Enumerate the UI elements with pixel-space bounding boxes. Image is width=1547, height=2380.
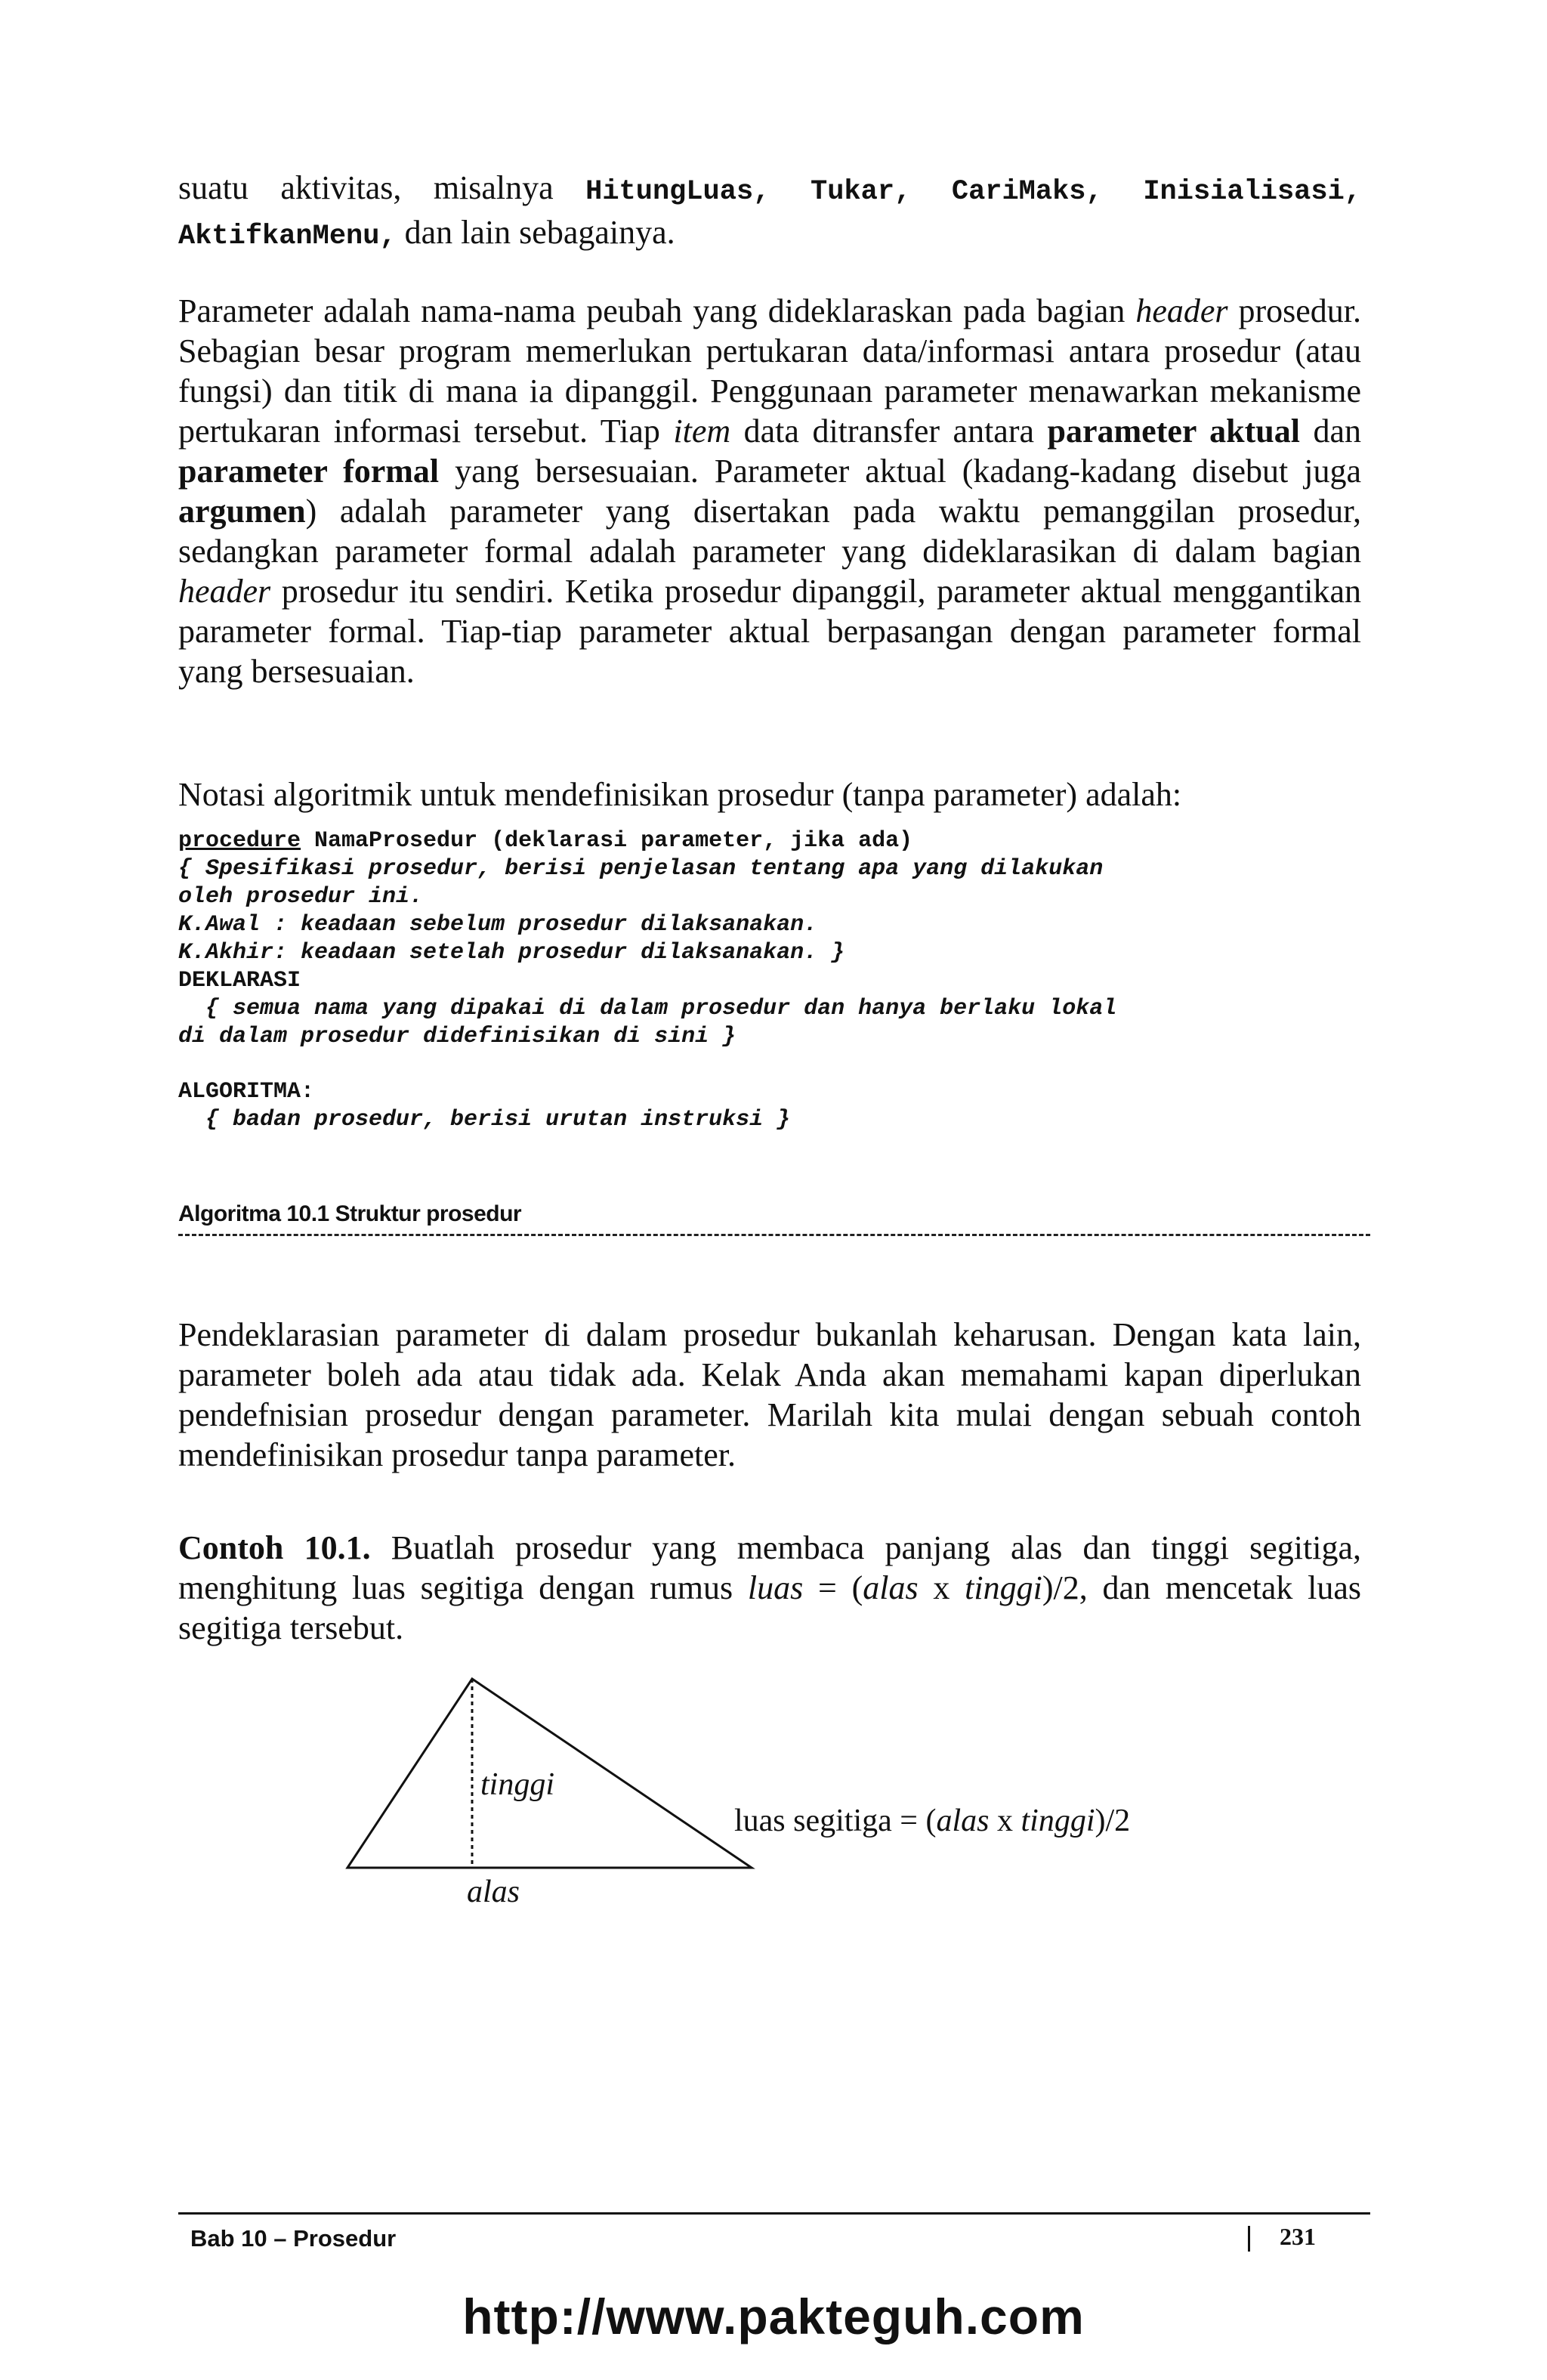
- website-url: http://www.pakteguh.com: [462, 2289, 1085, 2344]
- param-text-6: ) adalah parameter yang disertakan pada waktu pemanggilan prosedur, sedangkan parameter formal adalah parameter yang dideklarasikan di dalam bagian: [178, 493, 1361, 570]
- intro-text-suffix: dan lain sebagainya.: [396, 214, 675, 251]
- algo-kawal-line: K.Awal : keadaan sebelum prosedur dilaksanakan.: [178, 912, 818, 938]
- contoh-em-luas: luas: [747, 1569, 804, 1606]
- algo-kakhir-line: K.Akhir: keadaan setelah prosedur dilaksanakan. }: [178, 940, 845, 966]
- luas-formula-label: [734, 1803, 1130, 1839]
- param-bold-aktual: parameter aktual: [1047, 413, 1300, 450]
- footer-chapter: Bab 10 – Prosedur: [190, 2225, 397, 2252]
- triangle-diagram: [340, 1670, 1246, 1927]
- param-text-4: dan: [1299, 413, 1362, 450]
- algo-spec-line-2: oleh prosedur ini.: [178, 884, 424, 910]
- param-em-header-2: header: [178, 573, 271, 610]
- contoh-label: Contoh 10.1.: [178, 1529, 371, 1566]
- parameter-paragraph: [178, 291, 1361, 691]
- notasi-heading: Notasi algoritmik untuk mendefinisikan prosedur (tanpa parameter) adalah:: [178, 776, 1182, 813]
- pendeklarasian-paragraph: Pendeklarasian parameter di dalam prosedur bukanlah keharusan. Dengan kata lain, parameter boleh ada atau tidak ada. Kelak Anda akan memahami kapan diperlukan pendefnisian prosedur dengan parameter. Marilah kita mulai dengan sebuah contoh mendefinisikan prosedur tanpa parameter.: [178, 1316, 1361, 1473]
- procedure-keyword: procedure: [178, 828, 301, 854]
- algo-spacer: [178, 1051, 1372, 1078]
- contoh-paragraph: [178, 1528, 1361, 1648]
- intro-code-names: HitungLuas, Tukar, CariMaks, Inisialisasi, AktifkanMenu,: [178, 176, 1361, 252]
- footer-separator: [1248, 2226, 1250, 2252]
- formula-alas: alas: [936, 1804, 990, 1838]
- contoh-text-4: )/2, dan mencetak luas segitiga tersebut.: [178, 1569, 1361, 1646]
- procedure-signature: NamaProsedur (deklarasi parameter, jika ada): [301, 828, 913, 854]
- contoh-text-1: Buatlah prosedur yang membaca panjang alas dan tinggi segitiga, menghitung luas segitiga dengan rumus: [178, 1529, 1362, 1606]
- algo-algoritma-keyword: ALGORITMA:: [178, 1079, 315, 1105]
- param-em-item: item: [673, 413, 731, 450]
- contoh-em-alas: alas: [863, 1569, 919, 1606]
- formula-times: x: [989, 1804, 1021, 1838]
- algo-deklarasi-comment-1: { semua nama yang dipakai di dalam prosedur dan hanya berlaku lokal: [178, 996, 1117, 1022]
- intro-text-prefix: suatu aktivitas, misalnya: [178, 169, 586, 206]
- contoh-em-tinggi: tinggi: [965, 1569, 1042, 1606]
- param-text-1: Parameter adalah nama-nama peubah yang dideklaraskan pada bagian: [178, 292, 1136, 329]
- param-bold-formal: parameter formal: [178, 453, 440, 490]
- page-number: 231: [1280, 2223, 1316, 2250]
- algorithm-block: [178, 827, 1372, 1134]
- algorithm-caption: Algoritma 10.1 Struktur prosedur: [178, 1201, 522, 1226]
- formula-tinggi: tinggi: [1021, 1804, 1095, 1838]
- label-alas: alas: [467, 1875, 520, 1909]
- param-text-7: prosedur itu sendiri. Ketika prosedur dipanggil, parameter aktual menggantikan parameter formal. Tiap-tiap parameter aktual berpasangan dengan parameter formal yang bersesuaian.: [178, 573, 1361, 690]
- algo-header-line: [178, 827, 1372, 855]
- intro-paragraph: [178, 168, 1361, 257]
- param-text-2: prosedur. Sebagian besar program memerlukan pertukaran data/informasi antara prosedur (atau fungsi) dan titik di mana ia dipanggil. Penggunaan parameter menawarkan mekanisme pertukaran informasi tersebut. Tiap: [178, 292, 1361, 450]
- footer-rule: [178, 2212, 1370, 2215]
- formula-prefix: luas segitiga = (: [734, 1804, 937, 1838]
- param-text-5: yang bersesuaian. Parameter aktual (kadang-kadang disebut juga: [439, 453, 1361, 490]
- param-em-header-1: header: [1135, 292, 1228, 329]
- algo-deklarasi-comment-2: di dalam prosedur didefinisikan di sini }: [178, 1024, 736, 1049]
- contoh-text-3: x: [918, 1569, 965, 1606]
- algo-deklarasi-keyword: DEKLARASI: [178, 968, 301, 994]
- contoh-text-2: = (: [803, 1569, 863, 1606]
- label-tinggi: tinggi: [480, 1767, 555, 1802]
- algo-spec-line-1: { Spesifikasi prosedur, berisi penjelasan tentang apa yang dilakukan: [178, 856, 1104, 882]
- caption-divider: [178, 1234, 1370, 1236]
- param-bold-argumen: argumen: [178, 493, 306, 530]
- algo-body-comment: { badan prosedur, berisi urutan instruksi }: [178, 1107, 791, 1133]
- formula-suffix: )/2: [1095, 1804, 1131, 1838]
- param-text-3: data ditransfer antara: [730, 413, 1048, 450]
